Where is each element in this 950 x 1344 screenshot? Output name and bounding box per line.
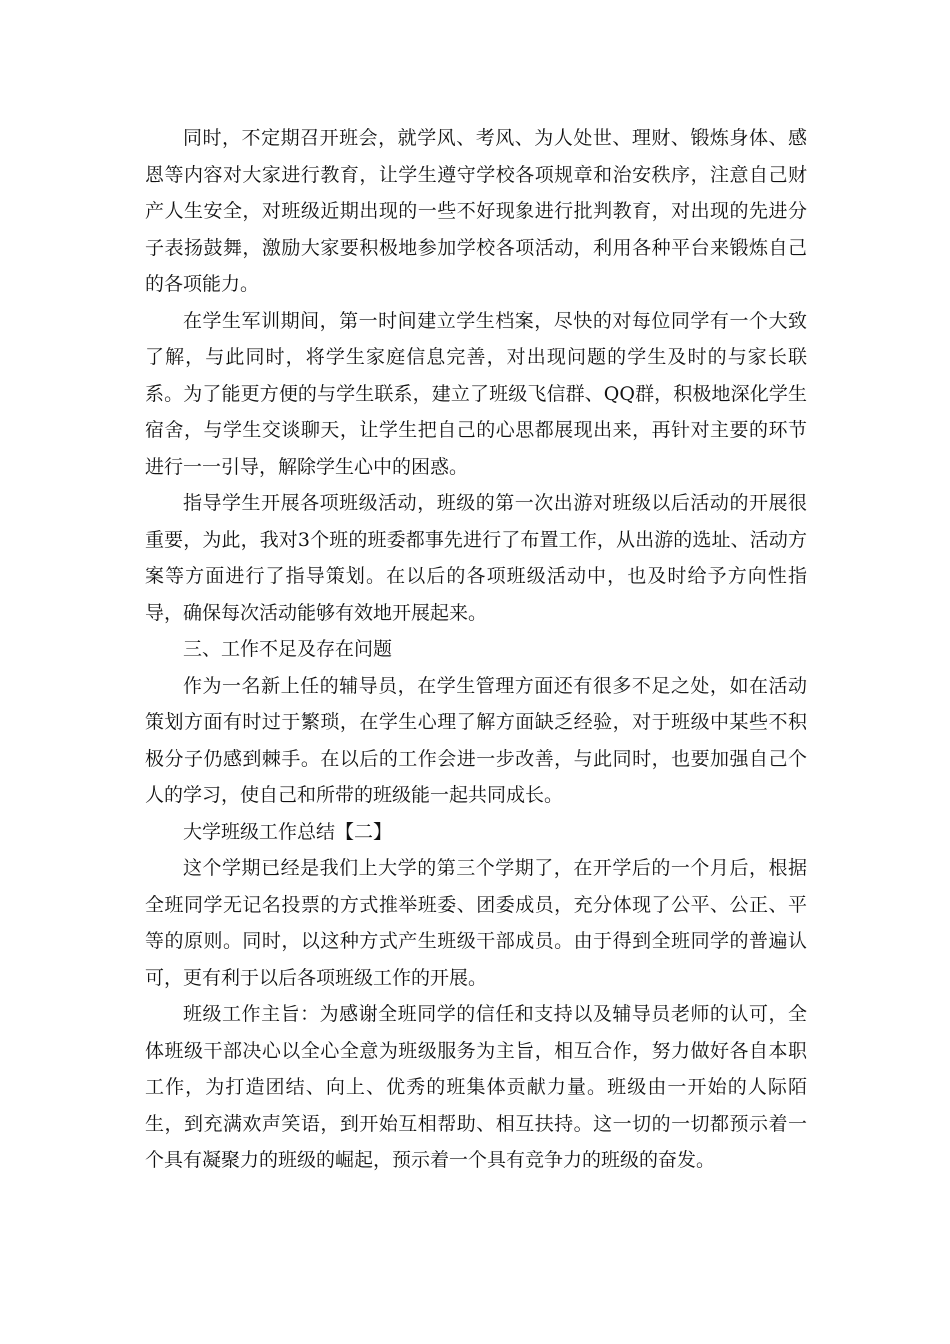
document-body [145,120,807,1179]
section-heading-summary-two: 大学班级工作总结【二】 [183,820,393,843]
paragraph-student-files: 在学生军训期间，第一时间建立学生档案，尽快的对每位同学有一个大致了解，与此同时，将学生家庭信息完善，对出现问题的学生及时的与家长联系。为了能更方便的与学生联系，建立了班级飞信群、QQ群，积极地深化学生宿舍，与学生交谈聊天，让学生把自己的心思都展现出来，再针对主要的环节进行一一引导，解除学生心中的困惑。 [145,309,807,478]
paragraph-class-meetings: 同时，不定期召开班会，就学风、考风、为人处世、理财、锻炼身体、感恩等内容对大家进行教育，让学生遵守学校各项规章和治安秩序，注意自己财产人生安全，对班级近期出现的一些不好现象进行批判教育，对出现的先进分子表扬鼓舞，激励大家要积极地参加学校各项活动，利用各种平台来锻炼自己的各项能力。 [145,127,807,295]
paragraph-third-semester: 这个学期已经是我们上大学的第三个学期了，在开学后的一个月后，根据全班同学无记名投票的方式推举班委、团委成员，充分体现了公平、公正、平等的原则。同时，以这种方式产生班级干部成员。由于得到全班同学的普遍认可，更有利于以后各项班级工作的开展。 [145,857,807,989]
paragraph-shortcomings: 作为一名新上任的辅导员，在学生管理方面还有很多不足之处，如在活动策划方面有时过于繁琐，在学生心理了解方面缺乏经验，对于班级中某些不积极分子仍感到棘手。在以后的工作会进一步改善，与此同时，也要加强自己个人的学习，使自己和所带的班级能一起共同成长。 [145,674,807,806]
paragraph-class-activities: 指导学生开展各项班级活动，班级的第一次出游对班级以后活动的开展很重要，为此，我对3个班的班委都事先进行了布置工作，从出游的选址、活动方案等方面进行了指导策划。在以后的各项班级活动中，也及时给予方向性指导，确保每次活动能够有效地开展起来。 [145,492,807,624]
paragraph-class-purpose: 班级工作主旨：为感谢全班同学的信任和支持以及辅导员老师的认可，全体班级干部决心以全心全意为班级服务为主旨，相互合作，努力做好各自本职工作，为打造团结、向上、优秀的班集体贡献力量。班级由一开始的人际陌生，到充满欢声笑语，到开始互相帮助、相互扶持。这一切的一切都预示着一个具有凝聚力的班级的崛起，预示着一个具有竞争力的班级的奋发。 [145,1003,807,1171]
section-heading-shortcomings: 三、工作不足及存在问题 [183,638,393,660]
